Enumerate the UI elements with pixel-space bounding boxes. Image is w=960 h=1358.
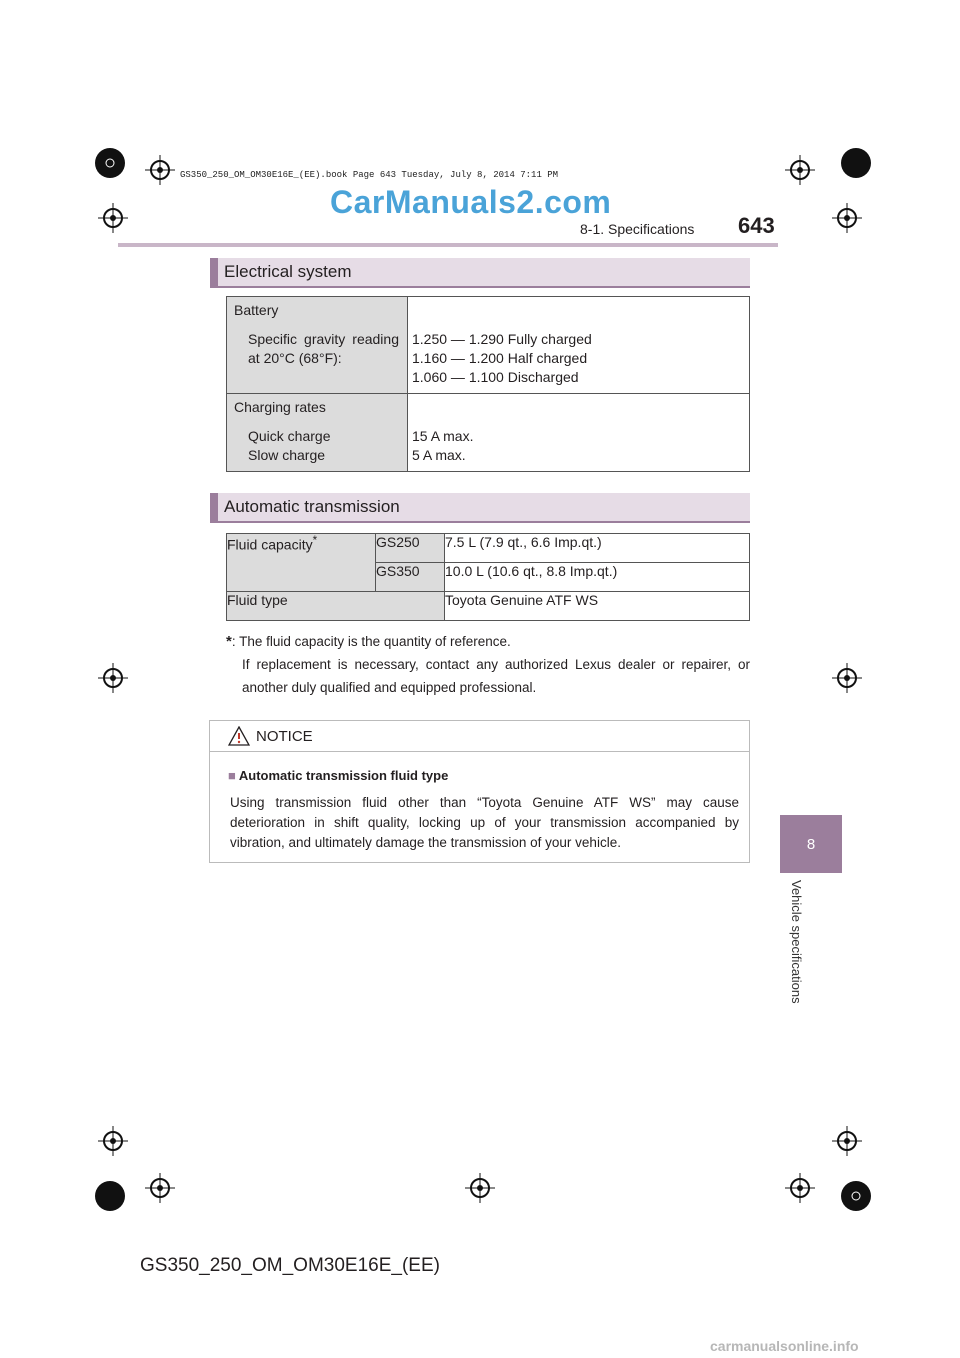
model-label: GS250	[376, 534, 420, 550]
notice-text: Using transmission fluid other than “Toyota Genuine ATF WS” may cause deterioration in shift quality, locking up of your transmission accompanied by vibration, and ultimately damage the transmission of your vehicle.	[230, 795, 739, 850]
registration-mark-solid-icon	[838, 145, 874, 181]
table-cell	[445, 534, 750, 563]
section-title-text: Automatic transmission	[224, 497, 400, 516]
footnote-line: : The fluid capacity is the quantity of reference.	[231, 634, 511, 649]
table-row	[227, 297, 750, 394]
crosshair-mark-icon	[465, 1173, 495, 1203]
registration-mark-solid-icon	[92, 1178, 128, 1214]
crosshair-mark-icon	[145, 1173, 175, 1203]
table-cell	[445, 592, 750, 621]
warning-triangle-icon	[228, 726, 250, 746]
charging-sub: Slow charge	[248, 447, 326, 463]
footer-doc-id: GS350_250_OM_OM30E16E_(EE)	[140, 1255, 440, 1276]
footnote-paragraph: If replacement is necessary, contact any authorized Lexus dealer or repairer, or another duly qualified and equipped professional.	[242, 657, 750, 695]
watermark-bottom[interactable]: carmanualsonline.info	[710, 1338, 859, 1354]
battery-value: 1.160 — 1.200 Half charged	[412, 350, 588, 366]
crosshair-mark-icon	[832, 1126, 862, 1156]
capacity-value: 7.5 L (7.9 qt., 6.6 Imp.qt.)	[445, 534, 602, 550]
table-cell	[227, 297, 408, 394]
header-rule	[118, 243, 778, 247]
notice-subtitle: Automatic transmission fluid type	[238, 768, 449, 783]
crosshair-mark-icon	[98, 1126, 128, 1156]
table-cell	[408, 297, 750, 394]
crosshair-mark-icon	[145, 155, 175, 185]
table-cell	[376, 534, 445, 563]
battery-value: 1.250 — 1.290 Fully charged	[412, 331, 592, 347]
crosshair-mark-icon	[832, 663, 862, 693]
footnote	[226, 630, 750, 699]
battery-heading: Battery	[234, 302, 279, 318]
fluid-type-value: Toyota Genuine ATF WS	[445, 592, 599, 608]
charging-sub: Quick charge	[248, 428, 331, 444]
table-cell	[445, 563, 750, 592]
section-title-electrical	[210, 258, 750, 288]
charging-value: 5 A max.	[412, 447, 466, 463]
crosshair-mark-icon	[785, 155, 815, 185]
electrical-table	[226, 296, 750, 472]
model-label: GS350	[376, 563, 420, 579]
transmission-table	[226, 533, 750, 621]
table-cell	[227, 592, 445, 621]
notice-title: NOTICE	[256, 727, 313, 745]
chapter-number: 8	[806, 835, 816, 853]
notice-box	[209, 720, 750, 863]
table-cell	[227, 534, 376, 592]
section-title-automatic	[210, 493, 750, 523]
crosshair-mark-icon	[98, 663, 128, 693]
fluid-type-label: Fluid type	[227, 592, 288, 608]
chapter-tab[interactable]	[780, 815, 842, 873]
page-number: 643	[738, 213, 775, 238]
notice-header	[210, 721, 749, 752]
table-cell	[227, 394, 408, 472]
crosshair-mark-icon	[785, 1173, 815, 1203]
table-row	[227, 592, 750, 621]
battery-sub: Specific gravity reading at 20°C (68°F):	[248, 331, 399, 366]
footnote-star: *	[226, 633, 232, 650]
footnote-mark: *	[312, 534, 318, 547]
registration-mark-solid-icon	[92, 145, 128, 181]
table-row	[227, 394, 750, 472]
crosshair-mark-icon	[98, 203, 128, 233]
section-heading: 8-1. Specifications	[580, 221, 695, 237]
file-header: GS350_250_OM_OM30E16E_(EE).book Page 643 Tuesday, July 8, 2014 7:11 PM	[180, 170, 559, 180]
notice-body	[210, 752, 749, 853]
section-title-text: Electrical system	[224, 262, 352, 281]
table-cell	[376, 563, 445, 592]
battery-value: 1.060 — 1.100 Discharged	[412, 369, 579, 385]
table-row	[227, 534, 750, 563]
table-cell	[408, 394, 750, 472]
chapter-label: Vehicle specifications	[789, 880, 804, 1004]
watermark-top[interactable]: CarManuals2.com	[330, 184, 612, 220]
charging-heading: Charging rates	[234, 399, 326, 415]
capacity-value: 10.0 L (10.6 qt., 8.8 Imp.qt.)	[445, 563, 618, 579]
bullet-square-icon: ■	[228, 768, 236, 783]
registration-mark-solid-icon	[838, 1178, 874, 1214]
fluid-capacity-label: Fluid capacity	[227, 536, 313, 553]
crosshair-mark-icon	[832, 203, 862, 233]
charging-value: 15 A max.	[412, 428, 474, 444]
